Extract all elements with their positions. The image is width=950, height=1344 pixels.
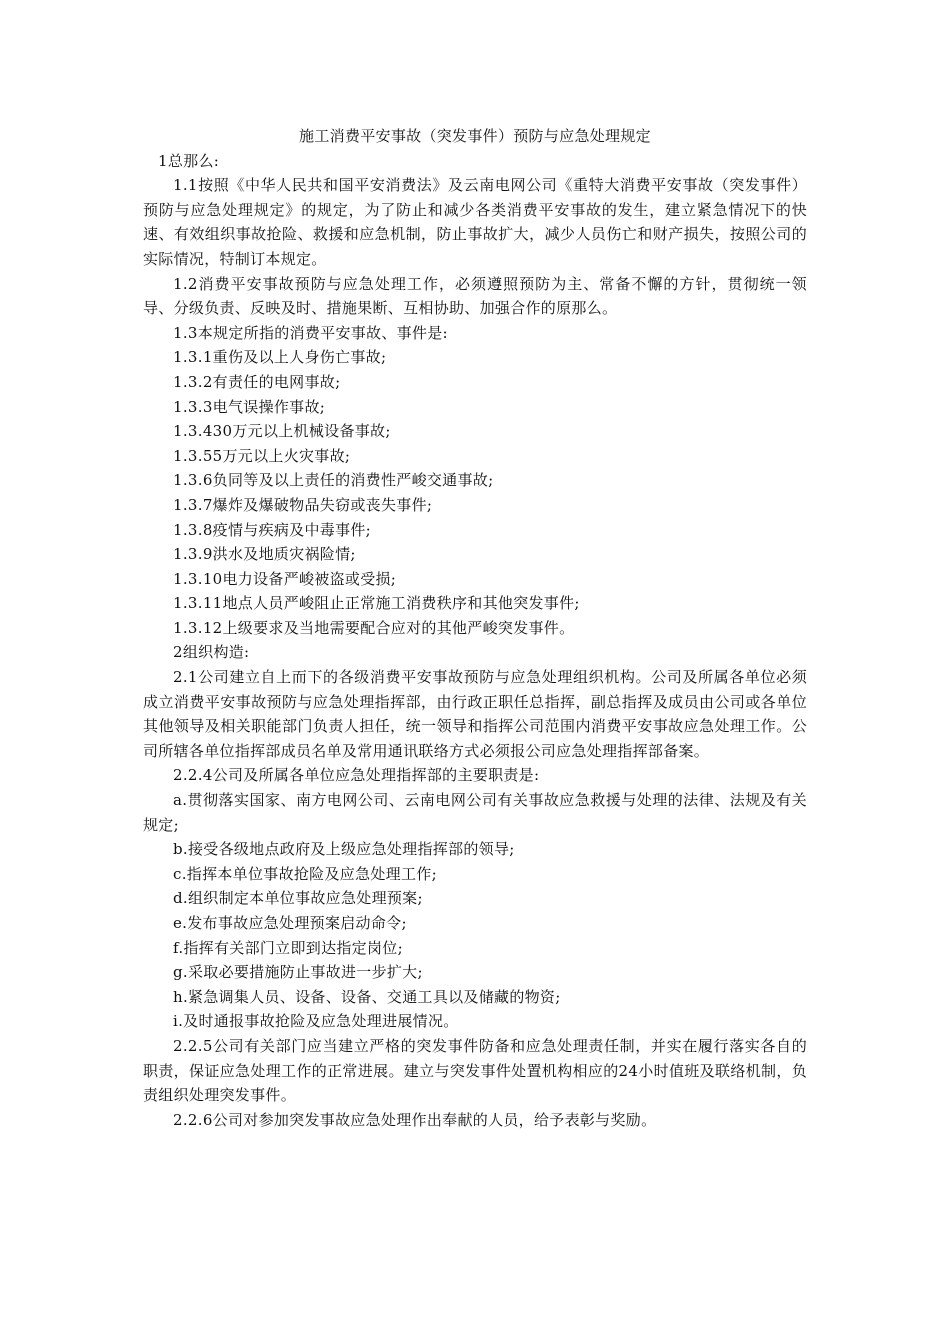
list-item: 1.3.2有责任的电网事故; (173, 372, 341, 391)
list-item: f.指挥有关部门立即到达指定岗位; (173, 938, 403, 957)
list-item: 1.3.10电力设备严峻被盗或受损; (173, 569, 397, 588)
section-heading: 2组织构造: (173, 643, 250, 662)
list-item: 1.3.8疫情与疾病及中毒事件; (173, 520, 372, 539)
paragraph: 2.2.6公司对参加突发事故应急处理作出奉献的人员，给予表彰与奖励。 (173, 1110, 657, 1129)
list-item: d.组织制定本单位事故应急处理预案; (173, 889, 423, 908)
paragraph: 2.2.4公司及所属各单位应急处理指挥部的主要职责是: (173, 766, 540, 785)
list-item: 1.3.55万元以上火灾事故; (173, 446, 351, 465)
section-heading: 1总那么: (158, 151, 220, 170)
list-item: h.紧急调集人员、设备、设备、交通工具以及储藏的物资; (173, 987, 561, 1006)
list-item: g.采取必要措施防止事故进一步扩大; (173, 963, 423, 982)
list-item: 1.3.1重伤及以上人身伤亡事故; (173, 348, 387, 367)
document-body (143, 124, 807, 1132)
list-item: 1.3.6负同等及以上责任的消费性严峻交通事故; (173, 471, 494, 490)
paragraph: 2.2.5公司有关部门应当建立严格的突发事件防备和应急处理责任制，并实在履行落实各自的职责，保证应急处理工作的正常进展。建立与突发事件处置机构相应的24小时值班及联络机制，负责组织处理突发事件。 (143, 1036, 807, 1105)
list-item: e.发布事故应急处理预案启动命令; (173, 914, 407, 932)
list-item: a.贯彻落实国家、南方电网公司、云南电网公司有关事故应急救援与处理的法律、法规及有关规定; (143, 791, 807, 834)
list-item: i.及时通报事故抢险及应急处理进展情况。 (173, 1012, 459, 1031)
paragraph: 1.3本规定所指的消费平安事故、事件是: (173, 323, 448, 342)
list-item: 1.3.7爆炸及爆破物品失窃或丧失事件; (173, 495, 433, 514)
paragraph: 1.1按照《中华人民共和国平安消费法》及云南电网公司《重特大消费平安事故（突发事件）预防与应急处理规定》的规定，为了防止和减少各类消费平安事故的发生，建立紧急情况下的快速、有效组织事故抢险、救援和应急机制，防止事故扩大，减少人员伤亡和财产损失，按照公司的实际情况，特制订本规定。 (143, 176, 807, 268)
list-item: 1.3.11地点人员严峻阻止正常施工消费秩序和其他突发事件; (173, 594, 580, 613)
list-item: 1.3.12上级要求及当地需要配合应对的其他严峻突发事件。 (173, 618, 575, 637)
paragraph: 2.1公司建立自上而下的各级消费平安事故预防与应急处理组织机构。公司及所属各单位必须成立消费平安事故预防与应急处理指挥部，由行政正职任总指挥，副总指挥及成员由公司或各单位其他领导及相关职能部门负责人担任，统一领导和指挥公司范围内消费平安事故应急处理工作。公司所辖各单位指挥部成员名单及常用通讯联络方式必须报公司应急处理指挥部备案。 (143, 668, 807, 760)
list-item: c.指挥本单位事故抢险及应急处理工作; (173, 864, 437, 883)
list-item: 1.3.430万元以上机械设备事故; (173, 422, 391, 441)
list-item: 1.3.3电气误操作事故; (173, 397, 326, 416)
document-title: 施工消费平安事故（突发事件）预防与应急处理规定 (299, 127, 651, 145)
list-item: b.接受各级地点政府及上级应急处理指挥部的领导; (173, 840, 515, 859)
paragraph: 1.2消费平安事故预防与应急处理工作，必须遵照预防为主、常备不懈的方针，贯彻统一领导、分级负责、反映及时、措施果断、互相协助、加强合作的原那么。 (143, 274, 807, 318)
list-item: 1.3.9洪水及地质灾祸险情; (173, 545, 356, 564)
